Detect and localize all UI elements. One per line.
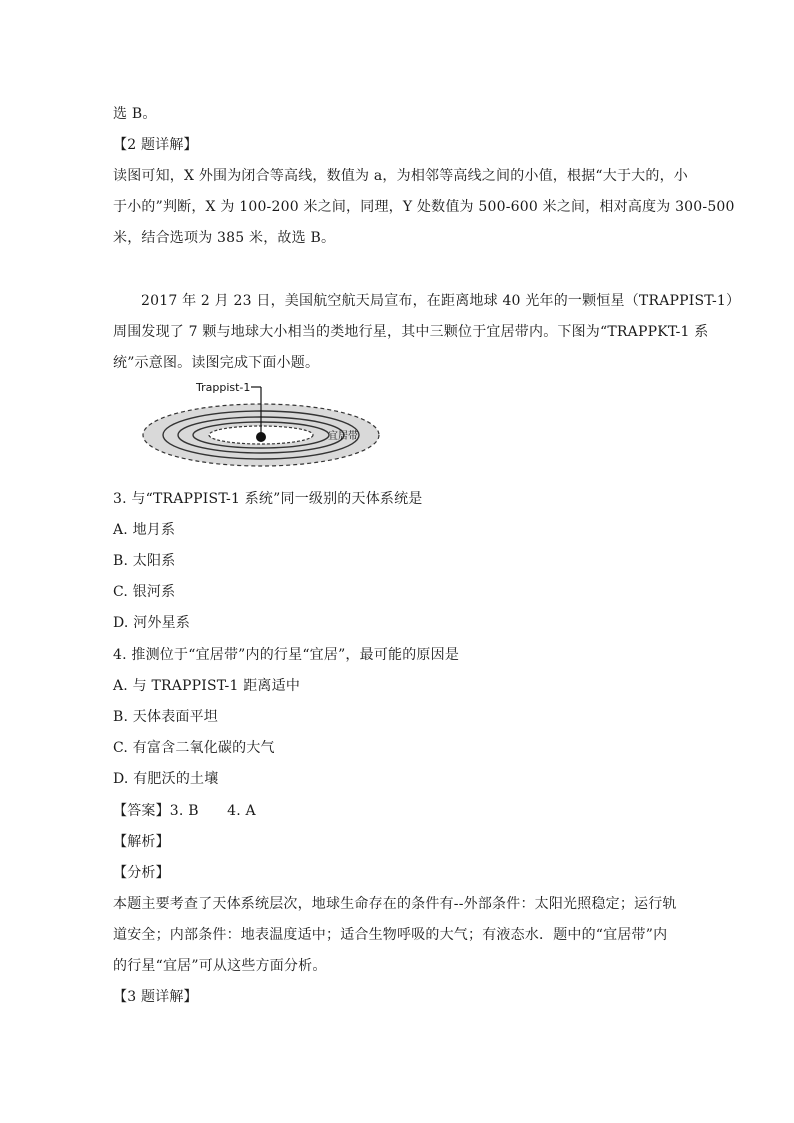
section-heading-explanation: 【解析】: [113, 834, 170, 850]
passage-line: 统”示意图。读图完成下面小题。: [113, 355, 320, 371]
star-label: Trappist-1: [196, 381, 251, 394]
passage-line: 2017 年 2 月 23 日，美国航空航天局宣布，在距离地球 40 光年的一颗恒星（TRAPPIST-1）: [141, 293, 741, 309]
question-3-option-b: B. 太阳系: [113, 553, 176, 569]
question-4-option-a: A. 与 TRAPPIST-1 距离适中: [113, 678, 301, 694]
question-4-stem: 4. 推测位于“宜居带”内的行星“宜居”，最可能的原因是: [113, 647, 460, 663]
question-3-option-a: A. 地月系: [113, 522, 176, 538]
question-3-stem: 3. 与“TRAPPIST-1 系统”同一级别的天体系统是: [113, 491, 423, 507]
habitable-zone-label: 宜居带: [328, 431, 358, 442]
answer-key: 【答案】3. B 4. A: [113, 803, 256, 819]
paragraph-line: 读图可知，X 外围为闭合等高线，数值为 a，为相邻等高线之间的小值，根据“大于大的，小: [113, 168, 688, 184]
question-3-option-d: D. 河外星系: [113, 615, 191, 631]
question-4-option-d: D. 有肥沃的土壤: [113, 771, 219, 787]
habitable-zone-svg: [140, 376, 390, 468]
question-3-option-c: C. 银河系: [113, 584, 176, 600]
passage-line: 周围发现了 7 颗与地球大小相当的类地行星，其中三颗位于宜居带内。下图为“TRAPPKT-1 系: [113, 324, 709, 340]
star-trappist-1: [256, 432, 266, 442]
analysis-line: 道安全；内部条件：地表温度适中；适合生物呼吸的大气；有液态水．题中的“宜居带”内: [113, 927, 668, 943]
paragraph-line: 于小的”判断，X 为 100-200 米之间，同理，Y 处数值为 500-600 米之间，相对高度为 300-500: [113, 199, 735, 215]
section-heading-q2-detail: 【2 题详解】: [113, 137, 198, 153]
section-heading-q3-detail: 【3 题详解】: [113, 989, 198, 1005]
section-heading-analysis: 【分析】: [113, 865, 170, 881]
analysis-line: 本题主要考查了天体系统层次，地球生命存在的条件有--外部条件：太阳光照稳定；运行轨: [113, 896, 677, 912]
analysis-line: 的行星“宜居”可从这些方面分析。: [113, 958, 327, 974]
question-4-option-b: B. 天体表面平坦: [113, 709, 218, 725]
question-4-option-c: C. 有富含二氧化碳的大气: [113, 740, 275, 756]
answer-conclusion-2: 选 B。: [113, 106, 157, 122]
trappist-system-diagram: [140, 376, 390, 468]
paragraph-line: 米，结合选项为 385 米，故选 B。: [113, 230, 336, 246]
